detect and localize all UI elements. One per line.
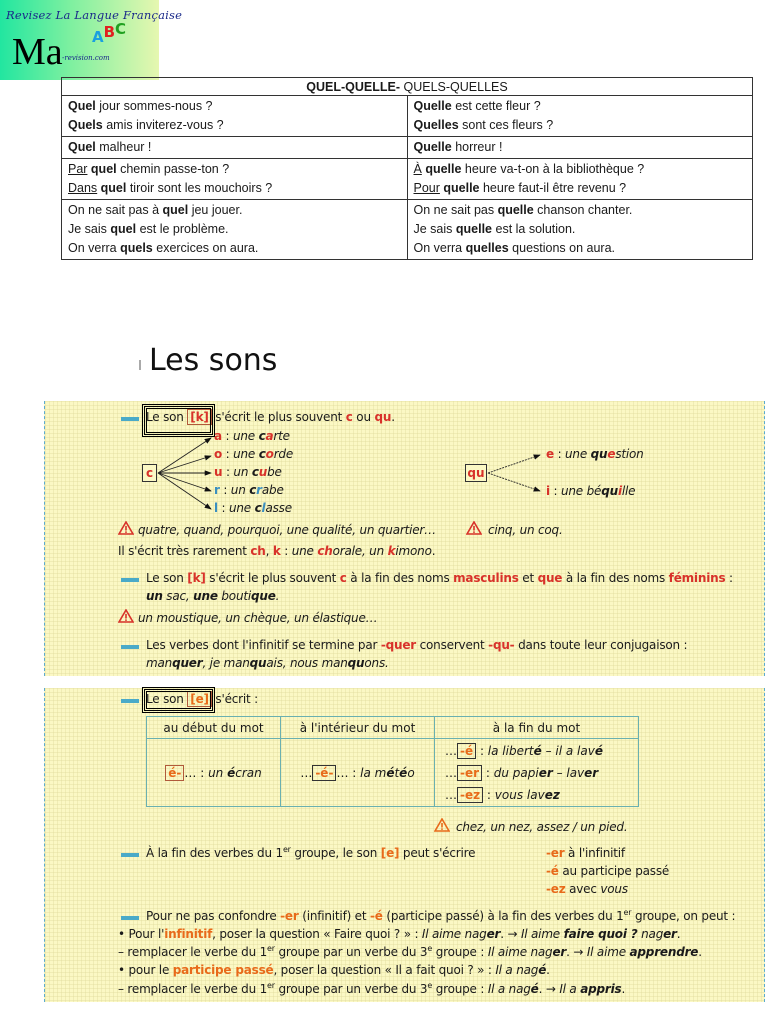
bullet-bar-icon — [121, 578, 139, 582]
verb-ending-item: -er à l'infinitif — [546, 846, 625, 860]
example-line: Dans quel tiroir sont les mouchoirs ? — [68, 181, 273, 195]
cell-start: é- … : un écran — [147, 739, 281, 807]
col-header-middle: à l'intérieur du mot — [281, 717, 435, 739]
c-spelling-item: a : une carte — [214, 429, 290, 443]
example-line: Quel jour sommes-nous ? — [68, 99, 213, 113]
highlight-box — [142, 687, 215, 713]
arrow-c-r — [158, 473, 211, 491]
qu-letter-box: qu — [465, 464, 487, 482]
example-line: Je sais quel est le problème. — [68, 222, 229, 236]
c-spelling-item: u : un cube — [214, 465, 282, 479]
cell-middle: … -é- … : la météo — [281, 739, 435, 807]
rare-spelling: Il s'écrit très rarement ch, k : une chorale, un kimono. — [118, 544, 436, 558]
col-header-end: à la fin du mot — [435, 717, 639, 739]
example-line: Quels amis inviterez-vous ? — [68, 118, 224, 132]
warning-text-q: cinq, un coq. — [488, 523, 563, 537]
cell-end — [435, 739, 639, 807]
verb-ending-item: -é au participe passé — [546, 864, 670, 878]
bullet-bar-icon — [121, 916, 139, 920]
example-line: Je sais quelle est la solution. — [413, 222, 576, 236]
method-tip: • Pour l'infinitif, poser la question « Faire quoi ? » : Il aime nager. → Il aime faire quoi ? nager. — [118, 927, 681, 941]
verbs-rule: À la fin des verbes du 1er groupe, le son [e] peut s'écrire — [146, 845, 476, 860]
end-spelling-item: … -é : la liberté – il a lavé — [445, 743, 603, 758]
k-intro: Le son [k] s'écrit le plus souvent c ou qu. — [146, 410, 395, 424]
table-header: QUEL-QUELLE- QUELS-QUELLES — [62, 78, 753, 96]
arrow-c-o — [158, 456, 211, 473]
e-spelling-table — [146, 716, 639, 807]
example-line: Quelles sont ces fleurs ? — [413, 118, 554, 132]
quer-example: manquer, je manquais, nous manquons. — [146, 656, 389, 670]
example-line: On verra quels exercices on aura. — [68, 241, 259, 255]
example-line: Quel malheur ! — [68, 140, 152, 154]
warning-text-que: un moustique, un chèque, un élastique… — [138, 611, 378, 625]
logo-brand: Ma — [12, 31, 63, 73]
example-line: Par quel chemin passe-ton ? — [68, 162, 230, 176]
c-spelling-item: r : un crabe — [214, 483, 284, 497]
verb-ending-item: -ez avec vous — [546, 882, 628, 896]
abc-badge-icon: ABC — [92, 20, 127, 46]
confuse-rule: Pour ne pas confondre -er (infinitif) et -é (participe passé) à la fin des verbes du 1er groupe, on peut : — [146, 908, 736, 923]
warning-text-ez: chez, un nez, assez / un pied. — [456, 820, 628, 834]
k-rule-example: un sac, une boutique. — [146, 589, 280, 603]
example-line: On ne sait pas à quel jeu jouer. — [68, 203, 243, 217]
example-line: Pour quelle heure faut-il être revenu ? — [413, 181, 627, 195]
qu-spelling-item: i : une béquille — [546, 484, 636, 498]
qu-spelling-item: e : une question — [546, 447, 644, 461]
end-spelling-item: … -er : du papier – laver — [445, 765, 599, 780]
warning-icon — [118, 521, 134, 535]
example-line: On ne sait pas quelle chanson chanter. — [413, 203, 633, 217]
method-tip: • pour le participe passé, poser la question « Il a fait quoi ? » : Il a nagé. — [118, 963, 550, 977]
e-intro: Le son [e] s'écrit : — [146, 692, 258, 706]
arrow-qu-e — [488, 455, 540, 473]
method-tip: – remplacer le verbe du 1er groupe par un verbe du 3e groupe : Il a nagé. → Il a appris. — [118, 981, 626, 996]
example-line: On verra quelles questions on aura. — [413, 241, 616, 255]
method-tip: – remplacer le verbe du 1er groupe par un verbe du 3e groupe : Il aime nager. → Il aime apprendre. — [118, 944, 702, 959]
warning-text-qu: quatre, quand, pourquoi, une qualité, un quartier… — [138, 523, 436, 537]
bullet-bar-icon — [121, 853, 139, 857]
arrow-c-a — [158, 438, 211, 473]
end-spelling-item: … -ez : vous lavez — [445, 787, 560, 802]
arrow-c-l — [158, 473, 211, 509]
example-line: Quelle horreur ! — [413, 140, 503, 154]
arrow-qu-i — [488, 473, 540, 491]
logo-tagline: Revisez La Langue Française — [6, 8, 183, 22]
warning-icon — [466, 521, 482, 535]
logo-site: -revision.com — [62, 54, 110, 62]
bullet-bar-icon — [121, 645, 139, 649]
warning-icon — [118, 609, 134, 623]
c-spelling-item: o : une corde — [214, 447, 294, 461]
example-line: À quelle heure va-t-on à la bibliothèque ? — [413, 162, 645, 176]
example-line: Quelle est cette fleur ? — [413, 99, 541, 113]
c-spelling-item: l : une classe — [214, 501, 292, 515]
c-letter-box: c — [142, 464, 157, 482]
quer-rule: Les verbes dont l'infinitif se termine par -quer conservent -qu- dans toute leur conjugaison : — [146, 638, 688, 652]
k-rule-ending: Le son [k] s'écrit le plus souvent c à la fin des noms masculins et que à la fin des noms féminins : — [146, 571, 733, 585]
section-title: Les sons — [149, 343, 278, 378]
bullet-bar-icon — [121, 699, 139, 703]
warning-icon — [434, 818, 450, 832]
col-header-start: au début du mot — [147, 717, 281, 739]
